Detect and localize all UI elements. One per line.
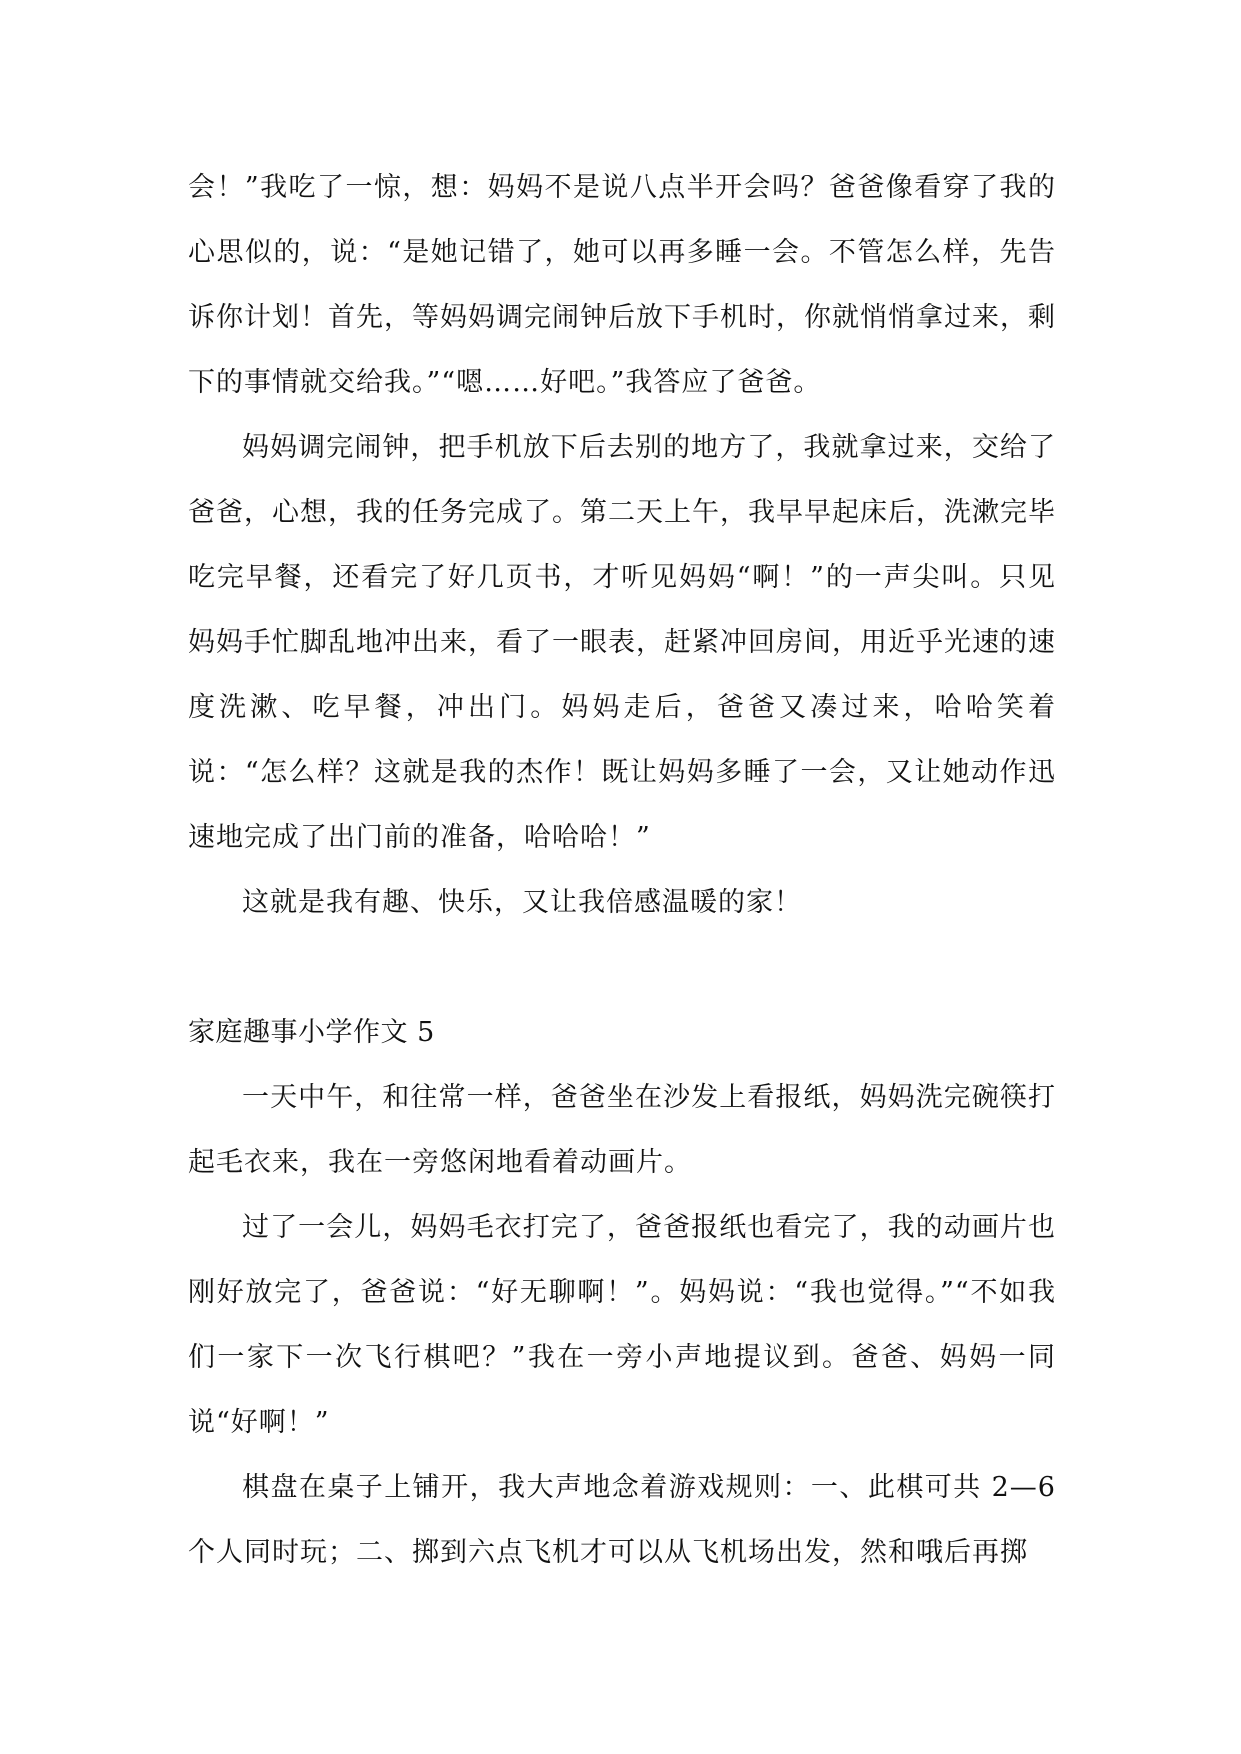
paragraph-closing: 这就是我有趣、快乐，又让我倍感温暖的家！ (242, 887, 802, 918)
essay-title: 家庭趣事小学作文 5 (188, 1017, 435, 1048)
paragraph-boredom: 过了一会儿，妈妈毛衣打完了，爸爸报纸也看完了，我的动画片也刚好放完了，爸爸说：“好无聊啊！”。妈妈说：“我也觉得。”“不如我们一家下一次飞行棋吧？”我在一旁小声地提议到。爸爸、妈妈一同说“好啊！” (188, 1212, 1056, 1438)
paragraph-noon: 一天中午，和往常一样，爸爸坐在沙发上看报纸，妈妈洗完碗筷打起毛衣来，我在一旁悠闲地看着动画片。 (188, 1082, 1056, 1178)
paragraph-rules: 棋盘在桌子上铺开，我大声地念着游戏规则：一、此棋可共 2—6 个人同时玩；二、掷到六点飞机才可以从飞机场出发，然和哦后再掷 (188, 1472, 1056, 1568)
paragraph-alarm-plan: 妈妈调完闹钟，把手机放下后去别的地方了，我就拿过来，交给了爸爸，心想，我的任务完成了。第二天上午，我早早起床后，洗漱完毕吃完早餐，还看完了好几页书，才听见妈妈“啊！”的一声尖叫。只见妈妈手忙脚乱地冲出来，看了一眼表，赶紧冲回房间，用近乎光速的速度洗漱、吃早餐，冲出门。妈妈走后，爸爸又凑过来，哈哈笑着说：“怎么样？这就是我的杰作！既让妈妈多睡了一会，又让她动作迅速地完成了出门前的准备，哈哈哈！” (188, 432, 1056, 853)
paragraph-continuation: 会！”我吃了一惊，想：妈妈不是说八点半开会吗？爸爸像看穿了我的心思似的，说：“是她记错了，她可以再多睡一会。不管怎么样，先告诉你计划！首先，等妈妈调完闹钟后放下手机时，你就悄悄拿过来，剩下的事情就交给我。”“嗯……好吧。”我答应了爸爸。 (188, 172, 1056, 398)
document-body (188, 155, 1056, 1585)
